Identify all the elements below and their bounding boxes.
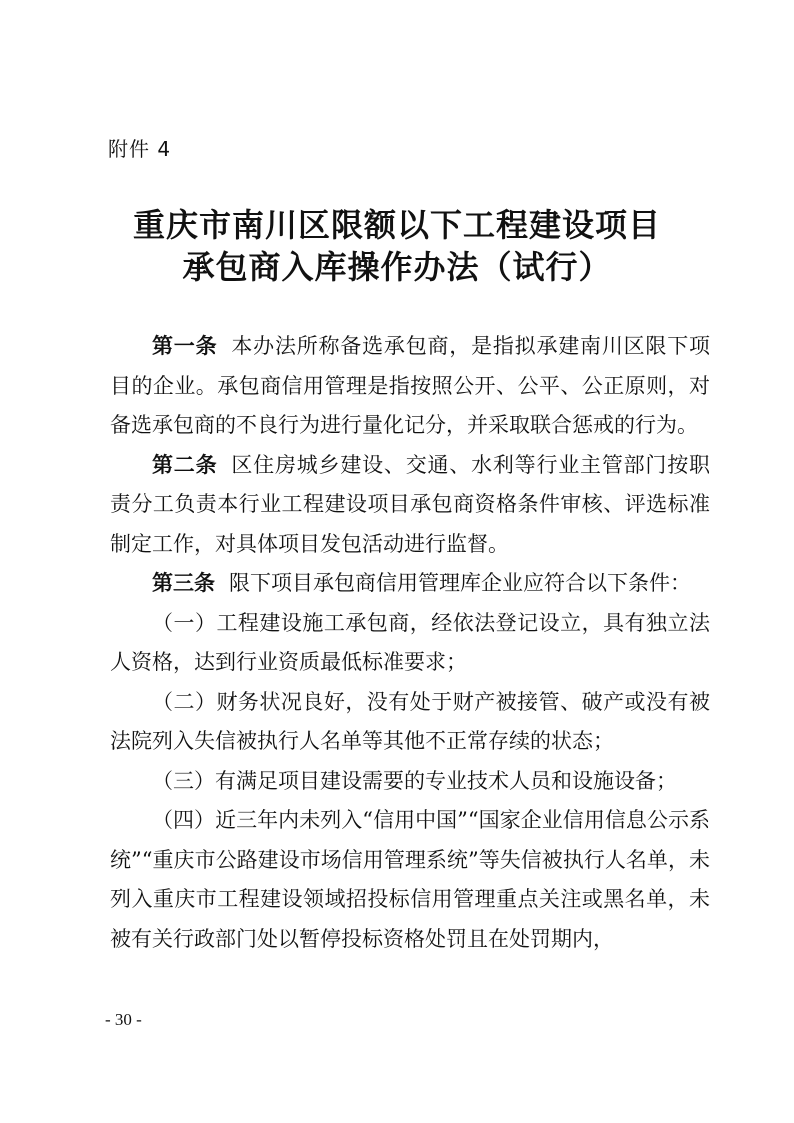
document-title-line-1: 重庆市南川区限额以下工程建设项目 xyxy=(132,206,661,244)
article-heading: 第一条 xyxy=(152,334,218,358)
document-body xyxy=(110,327,710,959)
paragraph-condition-4 xyxy=(110,801,710,959)
paragraph-text: （一）工程建设施工承包商，经依法登记设立，具有独立法人资格，达到行业资质最低标准要求； xyxy=(110,610,710,674)
paragraph-text: 本办法所称备选承包商，是指拟承建南川区限下项目的企业。承包商信用管理是指按照公开、公平、公正原则，对备选承包商的不良行为进行量化记分，并采取联合惩戒的行为。 xyxy=(110,334,710,437)
paragraph-text: （二）财务状况良好，没有处于财产被接管、破产或没有被法院列入失信被执行人名单等其他不正常存续的状态； xyxy=(110,689,710,753)
article-heading: 第三条 xyxy=(152,571,215,595)
paragraph-text: 区住房城乡建设、交通、水利等行业主管部门按职责分工负责本行业工程建设项目承包商资格条件审核、评选标准制定工作，对具体项目发包活动进行监督。 xyxy=(110,452,710,556)
paragraph-article-3 xyxy=(110,564,710,604)
paragraph-text: （三）有满足项目建设需要的专业技术人员和设施设备； xyxy=(152,768,677,793)
paragraph-condition-1 xyxy=(110,604,710,683)
paragraph-condition-2 xyxy=(110,683,710,762)
paragraph-article-1 xyxy=(110,327,710,446)
paragraph-article-2 xyxy=(110,446,710,565)
paragraph-condition-3 xyxy=(110,762,710,802)
attachment-label: 附件 4 xyxy=(108,137,172,161)
document-title-line-2: 承包商入库操作办法（试行） xyxy=(182,248,612,286)
article-heading: 第二条 xyxy=(152,452,218,477)
paragraph-text: （四）近三年内未列入“信用中国”“国家企业信用信息公示系统”“重庆市公路建设市场信用管理系统”等失信被执行人名单，未列入重庆市工程建设领域招投标信用管理重点关注或黑名单，未被有关行政部门处以暂停投标资格处罚且在处罚期内， xyxy=(110,808,710,951)
paragraph-text: 限下项目承包商信用管理库企业应符合以下条件： xyxy=(229,571,691,595)
page-number: - 30 - xyxy=(105,1010,142,1029)
